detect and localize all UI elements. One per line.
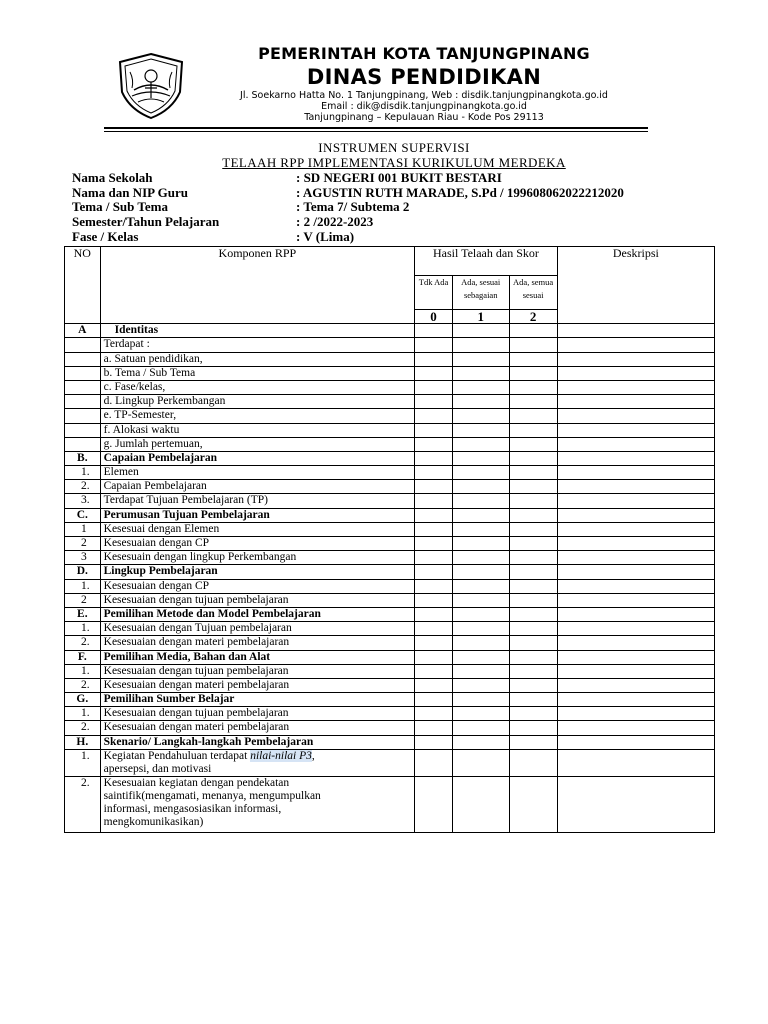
section-title: Pemilihan Media, Bahan dan Alat xyxy=(100,650,415,664)
score-cell[interactable] xyxy=(452,451,509,465)
score-cell[interactable] xyxy=(452,324,509,338)
section-letter: D. xyxy=(65,565,101,579)
description-cell[interactable] xyxy=(557,622,714,636)
score-cell[interactable] xyxy=(509,324,557,338)
table-row xyxy=(65,466,715,480)
info-row xyxy=(72,230,624,245)
score-cell[interactable] xyxy=(509,565,557,579)
section-letter: G. xyxy=(65,693,101,707)
row-komponen: Kesesuaian dengan materi pembelajaran xyxy=(100,636,415,650)
score-cell[interactable] xyxy=(509,776,557,832)
table-row xyxy=(65,494,715,508)
table-row xyxy=(65,593,715,607)
table-row xyxy=(65,395,715,409)
row-number: 1. xyxy=(65,466,101,480)
score-cell[interactable] xyxy=(415,466,453,480)
score-cell[interactable] xyxy=(509,678,557,692)
score-cell[interactable] xyxy=(452,494,509,508)
score-cell[interactable] xyxy=(509,579,557,593)
description-cell[interactable] xyxy=(557,508,714,522)
score-cell[interactable] xyxy=(452,537,509,551)
section-title: Perumusan Tujuan Pembelajaran xyxy=(100,508,415,522)
info-value: : Tema 7/ Subtema 2 xyxy=(296,199,410,215)
row-number: 2 xyxy=(65,593,101,607)
description-cell[interactable] xyxy=(557,579,714,593)
score-cell[interactable] xyxy=(509,622,557,636)
score-cell[interactable] xyxy=(452,565,509,579)
school-info xyxy=(72,171,624,245)
score-cell[interactable] xyxy=(415,664,453,678)
score-cell[interactable] xyxy=(509,551,557,565)
description-cell[interactable] xyxy=(557,480,714,494)
row-komponen: Kesesuaian dengan materi pembelajaran xyxy=(100,678,415,692)
section-letter: H. xyxy=(65,735,101,749)
section-row xyxy=(65,693,715,707)
table-row xyxy=(65,579,715,593)
row-number: 3. xyxy=(65,494,101,508)
row-number: 2 xyxy=(65,537,101,551)
section-row xyxy=(65,565,715,579)
row-number: 2. xyxy=(65,678,101,692)
row-number xyxy=(65,437,101,451)
row-text: Kesesuaian kegiatan dengan pendekatan xyxy=(103,776,290,789)
score-cell[interactable] xyxy=(452,650,509,664)
row-komponen: Kesesuaian dengan CP xyxy=(100,579,415,593)
row-number: 2. xyxy=(65,480,101,494)
score-cell[interactable] xyxy=(452,437,509,451)
score-cell[interactable] xyxy=(509,664,557,678)
table-row xyxy=(65,721,715,735)
score-cell[interactable] xyxy=(452,395,509,409)
description-cell[interactable] xyxy=(557,693,714,707)
score-cell[interactable] xyxy=(509,508,557,522)
score-cell[interactable] xyxy=(415,537,453,551)
title-telaah: TELAAH RPP IMPLEMENTASI KURIKULUM MERDEKA xyxy=(222,155,566,170)
info-row xyxy=(72,215,624,230)
row-number: 2. xyxy=(65,636,101,650)
description-cell[interactable] xyxy=(557,324,714,338)
score-cell[interactable] xyxy=(415,338,453,352)
score-cell[interactable] xyxy=(509,409,557,423)
score-cell[interactable] xyxy=(452,664,509,678)
description-cell[interactable] xyxy=(557,395,714,409)
info-label: Nama Sekolah xyxy=(72,170,153,185)
score-cell[interactable] xyxy=(452,678,509,692)
score-cell[interactable] xyxy=(415,423,453,437)
header-komponen: Komponen RPP xyxy=(100,247,415,324)
table-row xyxy=(65,537,715,551)
score-cell[interactable] xyxy=(452,423,509,437)
description-cell[interactable] xyxy=(557,593,714,607)
row-text: saintifik(mengamati, menanya, mengumpulkan xyxy=(103,789,321,802)
score-cell[interactable] xyxy=(415,380,453,394)
table-row xyxy=(65,551,715,565)
section-title: Lingkup Pembelajaran xyxy=(100,565,415,579)
table-header-row xyxy=(65,247,715,276)
score-cell[interactable] xyxy=(452,380,509,394)
info-value: : SD NEGERI 001 BUKIT BESTARI xyxy=(296,170,502,185)
score-cell[interactable] xyxy=(452,622,509,636)
score-cell[interactable] xyxy=(509,522,557,536)
score-cell[interactable] xyxy=(415,678,453,692)
row-komponen: f. Alokasi waktu xyxy=(100,423,415,437)
score-cell[interactable] xyxy=(452,366,509,380)
description-cell[interactable] xyxy=(557,650,714,664)
row-komponen: Kesesuai dengan Elemen xyxy=(100,522,415,536)
section-letter: B. xyxy=(65,451,101,465)
score-cell[interactable] xyxy=(452,338,509,352)
score-cell[interactable] xyxy=(509,607,557,621)
score-cell[interactable] xyxy=(509,749,557,776)
row-komponen: g. Jumlah pertemuan, xyxy=(100,437,415,451)
description-cell[interactable] xyxy=(557,451,714,465)
score-cell[interactable] xyxy=(452,735,509,749)
table-row xyxy=(65,423,715,437)
score-cell[interactable] xyxy=(415,366,453,380)
highlighted-text: nilai-nilai P3 xyxy=(250,749,312,762)
rpp-review-table xyxy=(64,246,715,833)
table-row xyxy=(65,352,715,366)
score-cell[interactable] xyxy=(415,324,453,338)
section-row xyxy=(65,607,715,621)
description-cell[interactable] xyxy=(557,380,714,394)
info-label: Tema / Sub Tema xyxy=(72,199,168,215)
description-cell[interactable] xyxy=(557,721,714,735)
office-city: Tanjungpinang – Kepulauan Riau - Kode Pos 29113 xyxy=(304,112,544,123)
row-komponen: Kesesuaian dengan Tujuan pembelajaran xyxy=(100,622,415,636)
description-cell[interactable] xyxy=(557,409,714,423)
office-email: Email : dik@disdik.tanjungpinangkota.go.id xyxy=(321,101,527,112)
score-cell[interactable] xyxy=(452,352,509,366)
description-cell[interactable] xyxy=(557,607,714,621)
score-cell[interactable] xyxy=(509,352,557,366)
info-value: : 2 /2022-2023 xyxy=(296,214,374,230)
score-cell[interactable] xyxy=(452,551,509,565)
row-number xyxy=(65,352,101,366)
section-row xyxy=(65,650,715,664)
header-deskripsi: Deskripsi xyxy=(557,247,714,324)
score-cell[interactable] xyxy=(415,480,453,494)
description-cell[interactable] xyxy=(557,776,714,832)
score-cell[interactable] xyxy=(415,693,453,707)
score-cell[interactable] xyxy=(509,366,557,380)
section-title: Skenario/ Langkah-langkah Pembelajaran xyxy=(100,735,415,749)
score-1: 1 xyxy=(452,310,509,324)
score-2: 2 xyxy=(509,310,557,324)
row-text: Kegiatan Pendahuluan terdapat xyxy=(103,749,251,762)
score-cell[interactable] xyxy=(509,466,557,480)
row-number xyxy=(65,366,101,380)
row-number: 2. xyxy=(65,721,101,735)
score-cell[interactable] xyxy=(415,607,453,621)
description-cell[interactable] xyxy=(557,749,714,776)
description-cell[interactable] xyxy=(557,366,714,380)
score-cell[interactable] xyxy=(452,508,509,522)
section-row xyxy=(65,735,715,749)
row-text: informasi, mengasosiasikan informasi, xyxy=(103,802,282,815)
score-cell[interactable] xyxy=(509,636,557,650)
row-komponen: c. Fase/kelas, xyxy=(100,380,415,394)
info-value: : V (Lima) xyxy=(296,228,355,244)
row-komponen: Kesesuain dengan lingkup Perkembangan xyxy=(100,551,415,565)
score-cell[interactable] xyxy=(415,636,453,650)
description-cell[interactable] xyxy=(557,678,714,692)
score-cell[interactable] xyxy=(415,749,453,776)
row-text: mengkomunikasikan) xyxy=(103,815,204,828)
row-number: 1. xyxy=(65,707,101,721)
section-row xyxy=(65,324,715,338)
score-cell[interactable] xyxy=(452,579,509,593)
table-row xyxy=(65,366,715,380)
description-cell[interactable] xyxy=(557,423,714,437)
score-cell[interactable] xyxy=(452,636,509,650)
row-number: 1. xyxy=(65,579,101,593)
description-cell[interactable] xyxy=(557,636,714,650)
row-komponen: Terdapat Tujuan Pembelajaran (TP) xyxy=(100,494,415,508)
info-value: : AGUSTIN RUTH MARADE, S.Pd / 199608062022212020 xyxy=(296,184,624,200)
score-cell[interactable] xyxy=(509,451,557,465)
row-number xyxy=(65,409,101,423)
office-address: Jl. Soekarno Hatta No. 1 Tanjungpinang, Web : disdik.tanjungpinangkota.go.id xyxy=(240,90,608,101)
description-cell[interactable] xyxy=(557,664,714,678)
letterhead xyxy=(0,0,768,132)
section-letter: C. xyxy=(65,508,101,522)
info-label: Fase / Kelas xyxy=(72,228,139,244)
description-cell[interactable] xyxy=(557,551,714,565)
score-cell[interactable] xyxy=(415,579,453,593)
score-cell[interactable] xyxy=(415,494,453,508)
score-cell[interactable] xyxy=(415,522,453,536)
description-cell[interactable] xyxy=(557,735,714,749)
description-cell[interactable] xyxy=(557,352,714,366)
row-number xyxy=(65,338,101,352)
row-komponen: Terdapat : xyxy=(100,338,415,352)
header-ada-semua: Ada, semua sesuai xyxy=(509,276,557,310)
description-cell[interactable] xyxy=(557,494,714,508)
score-cell[interactable] xyxy=(415,776,453,832)
score-0: 0 xyxy=(415,310,453,324)
row-komponen: Kesesuaian dengan CP xyxy=(100,537,415,551)
score-cell[interactable] xyxy=(509,693,557,707)
row-number: 1. xyxy=(65,622,101,636)
row-number xyxy=(65,395,101,409)
row-komponen xyxy=(100,776,415,832)
description-cell[interactable] xyxy=(557,522,714,536)
row-number: 1 xyxy=(65,522,101,536)
score-cell[interactable] xyxy=(415,551,453,565)
header-tdk-ada: Tdk Ada xyxy=(415,276,453,310)
score-cell[interactable] xyxy=(452,522,509,536)
info-label: Semester/Tahun Pelajaran xyxy=(72,214,220,230)
table-row xyxy=(65,707,715,721)
row-number: 2. xyxy=(65,776,101,832)
row-text: apersepsi, dan motivasi xyxy=(103,762,212,775)
info-row xyxy=(72,171,624,186)
row-komponen: Kesesuaian dengan materi pembelajaran xyxy=(100,721,415,735)
row-komponen: Kesesuaian dengan tujuan pembelajaran xyxy=(100,593,415,607)
row-number: 1. xyxy=(65,664,101,678)
score-cell[interactable] xyxy=(415,352,453,366)
section-title: Pemilihan Sumber Belajar xyxy=(100,693,415,707)
section-row xyxy=(65,451,715,465)
score-cell[interactable] xyxy=(415,707,453,721)
score-cell[interactable] xyxy=(415,650,453,664)
section-title: Capaian Pembelajaran xyxy=(100,451,415,465)
letterhead-divider-thin xyxy=(104,131,648,132)
score-cell[interactable] xyxy=(509,480,557,494)
score-cell[interactable] xyxy=(415,451,453,465)
description-cell[interactable] xyxy=(557,338,714,352)
table-row xyxy=(65,409,715,423)
description-cell[interactable] xyxy=(557,537,714,551)
table-row xyxy=(65,338,715,352)
score-cell[interactable] xyxy=(509,735,557,749)
score-cell[interactable] xyxy=(509,537,557,551)
table-row xyxy=(65,636,715,650)
table-row xyxy=(65,480,715,494)
score-cell[interactable] xyxy=(415,409,453,423)
row-komponen: d. Lingkup Perkembangan xyxy=(100,395,415,409)
score-cell[interactable] xyxy=(415,593,453,607)
score-cell[interactable] xyxy=(509,721,557,735)
table-row xyxy=(65,776,715,832)
score-cell[interactable] xyxy=(452,693,509,707)
score-cell[interactable] xyxy=(452,480,509,494)
score-cell[interactable] xyxy=(415,508,453,522)
section-letter: E. xyxy=(65,607,101,621)
score-cell[interactable] xyxy=(509,494,557,508)
info-row xyxy=(72,186,624,201)
letterhead-divider xyxy=(104,127,648,129)
table-row xyxy=(65,749,715,776)
row-komponen: Kesesuaian dengan tujuan pembelajaran xyxy=(100,664,415,678)
score-cell[interactable] xyxy=(415,395,453,409)
table-row xyxy=(65,380,715,394)
row-number: 1. xyxy=(65,749,101,776)
section-letter: A xyxy=(65,324,101,338)
document-titles xyxy=(64,140,724,170)
row-komponen: Elemen xyxy=(100,466,415,480)
score-cell[interactable] xyxy=(415,565,453,579)
government-name: PEMERINTAH KOTA TANJUNGPINANG xyxy=(258,44,590,63)
info-row xyxy=(72,200,624,215)
score-cell[interactable] xyxy=(509,437,557,451)
table-row xyxy=(65,437,715,451)
description-cell[interactable] xyxy=(557,565,714,579)
row-text: , xyxy=(311,749,315,762)
score-cell[interactable] xyxy=(509,593,557,607)
score-cell[interactable] xyxy=(452,593,509,607)
row-komponen: Kesesuaian dengan tujuan pembelajaran xyxy=(100,707,415,721)
score-cell[interactable] xyxy=(415,721,453,735)
title-instrument: INSTRUMEN SUPERVISI xyxy=(318,140,470,155)
row-komponen: a. Satuan pendidikan, xyxy=(100,352,415,366)
header-no: NO xyxy=(65,247,101,324)
section-title: Identitas xyxy=(100,324,415,338)
row-komponen xyxy=(100,749,415,776)
description-cell[interactable] xyxy=(557,466,714,480)
row-number xyxy=(65,423,101,437)
score-cell[interactable] xyxy=(452,707,509,721)
row-number: 3 xyxy=(65,551,101,565)
table-row xyxy=(65,622,715,636)
score-cell[interactable] xyxy=(452,749,509,776)
score-cell[interactable] xyxy=(452,721,509,735)
header-hasil: Hasil Telaah dan Skor xyxy=(415,247,558,276)
city-emblem-logo xyxy=(112,52,190,120)
row-number xyxy=(65,380,101,394)
score-cell[interactable] xyxy=(509,423,557,437)
score-cell[interactable] xyxy=(452,466,509,480)
row-komponen: e. TP-Semester, xyxy=(100,409,415,423)
score-cell[interactable] xyxy=(509,650,557,664)
table-row xyxy=(65,522,715,536)
score-cell[interactable] xyxy=(452,409,509,423)
score-cell[interactable] xyxy=(415,437,453,451)
score-cell[interactable] xyxy=(509,395,557,409)
office-name: DINAS PENDIDIKAN xyxy=(306,65,542,89)
score-cell[interactable] xyxy=(509,338,557,352)
row-komponen: b. Tema / Sub Tema xyxy=(100,366,415,380)
info-label: Nama dan NIP Guru xyxy=(72,184,188,200)
table-row xyxy=(65,678,715,692)
description-cell[interactable] xyxy=(557,707,714,721)
score-cell[interactable] xyxy=(452,776,509,832)
row-komponen: Capaian Pembelajaran xyxy=(100,480,415,494)
table-row xyxy=(65,664,715,678)
section-row xyxy=(65,508,715,522)
section-letter: F. xyxy=(65,650,101,664)
score-cell[interactable] xyxy=(415,622,453,636)
score-cell[interactable] xyxy=(509,380,557,394)
header-ada-sebagian: Ada, sesuai sebagaian xyxy=(452,276,509,310)
score-cell[interactable] xyxy=(452,607,509,621)
score-cell[interactable] xyxy=(415,735,453,749)
score-cell[interactable] xyxy=(509,707,557,721)
section-title: Pemilihan Metode dan Model Pembelajaran xyxy=(100,607,415,621)
description-cell[interactable] xyxy=(557,437,714,451)
